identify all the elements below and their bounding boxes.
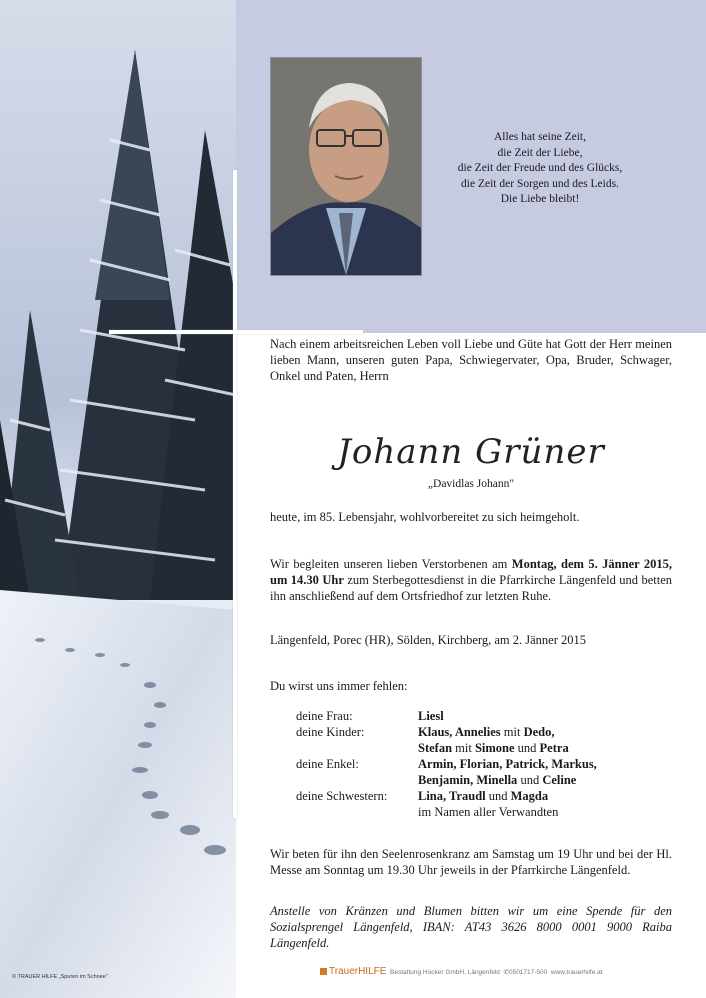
portrait-photo [270, 57, 422, 276]
family-member: Klaus, Annelies [418, 725, 501, 739]
family-row [296, 756, 597, 772]
footer-phone: ✆0501717-500 [503, 969, 548, 976]
winter-forest-illustration [0, 0, 236, 998]
donation-text: Anstelle von Kränzen und Blumen bitten wir um eine Spende für den Sozialsprengel Längenfeld, IBAN: AT43 3626 8000 0001 9000 Raiba Längenfeld. [270, 904, 672, 950]
poem-line: die Zeit der Liebe, [497, 146, 583, 159]
footer [320, 966, 603, 977]
family-member: Lina, Traudl [418, 789, 486, 803]
poem-line: Alles hat seine Zeit, [494, 131, 586, 143]
family-member: Simone [474, 741, 515, 755]
family-connector: und [514, 741, 540, 755]
funeral-date: Montag, dem 5. Jänner 2015, um 14.30 Uhr [270, 557, 672, 587]
funeral-text [270, 556, 672, 604]
family-label: deine Schwestern: [296, 789, 388, 803]
family-label: deine Enkel: [296, 757, 359, 771]
family-connector: mit [500, 725, 524, 739]
cross-icon [233, 170, 237, 818]
intro-text: Nach einem arbeitsreichen Leben voll Liebe und Güte hat Gott der Herr meinen lieben Mann, unseren guten Papa, Schwiegervater, Opa, Bruder, Schwager, Onkel und Paten, Herrn [270, 337, 672, 383]
passing-text: heute, im 85. Lebensjahr, wohlvorbereitet zu sich heimgeholt. [270, 510, 580, 524]
funeral-pre: Wir begleiten unseren lieben Verstorbenen am [270, 557, 512, 571]
family-row [296, 788, 597, 804]
place-date: Längenfeld, Porec (HR), Sölden, Kirchberg, am 2. Jänner 2015 [270, 633, 587, 647]
footer-web[interactable]: www.trauerhilfe.at [550, 969, 603, 976]
footer-brand: TrauerHILFE [329, 966, 387, 977]
family-label: deine Frau: [296, 709, 353, 723]
poem-line: die Zeit der Sorgen und des Leids. [461, 177, 619, 190]
family-row [296, 708, 597, 724]
family-label: deine Kinder: [296, 725, 365, 739]
family-member: Magda [510, 789, 549, 803]
deceased-nickname: „Davidlas Johann" [427, 478, 515, 490]
trauerhilfe-logo-icon [320, 968, 327, 975]
deceased-name: Johann Grüner [337, 432, 605, 472]
family-row [296, 772, 597, 788]
poem-line: die Zeit der Freude und des Glücks, [457, 162, 623, 174]
portrait-illustration [271, 58, 421, 275]
family-member: Armin, Florian, Patrick, Markus, [418, 757, 597, 771]
family-row [296, 804, 597, 820]
winter-forest-photo [0, 0, 236, 998]
prayer-text: Wir beten für ihn den Seelenrosenkranz am Samstag um 19 Uhr und bei der Hl. Messe am Sonntag um 19.30 Uhr jeweils in der Pfarrkirche Längenfeld. [270, 847, 672, 877]
family-row [296, 724, 597, 740]
cross-icon-bar [109, 330, 363, 334]
family-member: Benjamin, Minella [418, 773, 518, 787]
missed-text: Du wirst uns immer fehlen: [270, 679, 408, 693]
family-relatives: im Namen aller Verwandten [418, 805, 559, 819]
poem-line: Die Liebe bleibt! [500, 193, 580, 205]
footer-company: Bestattung Hocker GmbH, Längenfeld [390, 969, 500, 976]
family-member: Celine [542, 773, 577, 787]
photo-credit: © TRAUER HILFE „Spuren im Schnee" [12, 974, 108, 980]
family-member: Stefan [418, 741, 453, 755]
family-connector: und [485, 789, 511, 803]
family-connector: mit [452, 741, 475, 755]
family-member: Petra [539, 741, 569, 755]
poem [440, 130, 640, 208]
family-member: Liesl [418, 709, 444, 723]
family-row [296, 740, 597, 756]
family-list [296, 708, 597, 820]
funeral-post: zum Sterbegottesdienst in die Pfarrkirche Längenfeld und betten ihn anschließend auf dem Ortsfriedhof zur letzten Ruhe. [270, 573, 672, 603]
family-member: Dedo, [523, 725, 555, 739]
family-connector: und [517, 773, 543, 787]
